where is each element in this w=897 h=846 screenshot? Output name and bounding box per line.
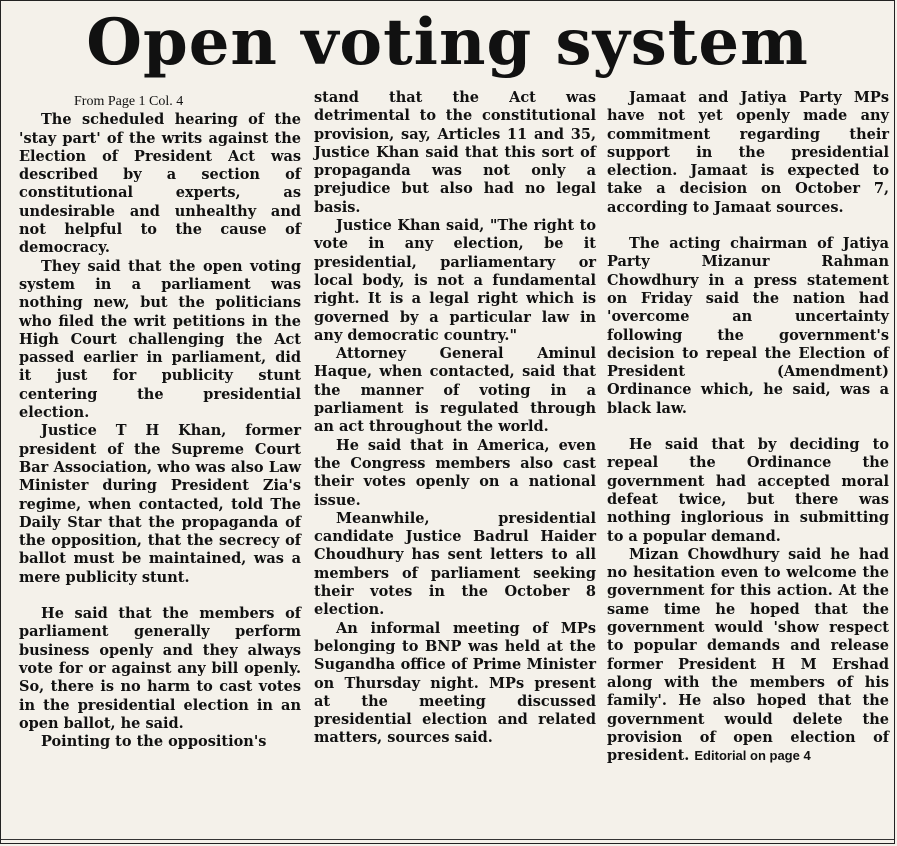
paragraph	[607, 546, 889, 766]
paragraph: He said that in America, even the Congress members also cast their votes openly on a national issue.	[314, 436, 596, 509]
paragraph: Justice T H Khan, former president of the Supreme Court Bar Association, who was also Law Minister during President Zia's regime, when contacted, told The Daily Star that the propaganda of the opposition, that the secrecy of ballot must be maintained, was a mere publicity stunt.	[19, 422, 301, 586]
bottom-rule	[1, 839, 894, 840]
article-column-2	[314, 89, 596, 748]
paragraph-text: Mizan Chowdhury said he had no hesitation even to welcome the government for this action. At the same time he hoped that the government would 'show respect to popular demands and release former President H M Ershad along with the members of his family'. He also hoped that the government would delete the provision of open election of president.	[607, 545, 889, 765]
paragraph: He said that by deciding to repeal the Ordinance the government had accepted moral defeat twice, but there was nothing inglorious in submitting to a popular demand.	[607, 436, 889, 545]
dateline: From Page 1 Col. 4	[74, 94, 184, 109]
article-column-1	[19, 93, 301, 751]
paragraph: The acting chairman of Jatiya Party Mizanur Rahman Chowdhury in a press statement on Friday said the nation had 'overcome an uncertainty following the government's decision to repeal the Election of President (Amendment) Ordinance which, he said, was a black law.	[607, 235, 889, 417]
article-column-3	[607, 89, 889, 765]
paragraph: They said that the open voting system in a parliament was nothing new, but the politicians who filed the writ petitions in the High Court challenging the Act passed earlier in parliament, did it just for publicity stunt centering the presidential election.	[19, 257, 301, 422]
paragraph: Jamaat and Jatiya Party MPs have not yet openly made any commitment regarding their support in the presidential election. Jamaat is expected to take a decision on October 7, according to Jamaat sources.	[607, 89, 889, 216]
paragraph: The scheduled hearing of the 'stay part' of the writs against the Election of President Act was described by a section of constitutional experts, as undesirable and unhealthy and not helpful to the cause of democracy.	[19, 111, 301, 257]
paragraph: Meanwhile, presidential candidate Justice Badrul Haider Choudhury has sent letters to all members of parliament seeking their votes in the October 8 election.	[314, 509, 596, 619]
paragraph: stand that the Act was detrimental to the constitutional provision, say, Articles 11 and 35, Justice Khan said that this sort of propaganda was not only a prejudice but also had no legal basis.	[314, 89, 596, 216]
editorial-reference: Editorial on page 4	[694, 748, 811, 764]
paragraph: Pointing to the opposition's	[41, 733, 267, 751]
paragraph: An informal meeting of MPs belonging to BNP was held at the Sugandha office of Prime Minister on Thursday night. MPs present at the meeting discussed presidential election and related matters, sources said.	[314, 619, 596, 747]
paragraph: Attorney General Aminul Haque, when contacted, said that the manner of voting in a parliament is regulated through an act throughout the world.	[314, 345, 596, 436]
headline: Open voting system	[86, 5, 809, 80]
paragraph: He said that the members of parliament generally perform business openly and they always vote for or against any bill openly. So, there is no harm to cast votes in the presidential election in an open ballot, he said.	[19, 605, 301, 732]
paragraph: Justice Khan said, "The right to vote in any election, be it presidential, parliamentary or local body, is not a fundamental right. It is a legal right which is governed by a particular law in any democratic country."	[314, 217, 596, 344]
